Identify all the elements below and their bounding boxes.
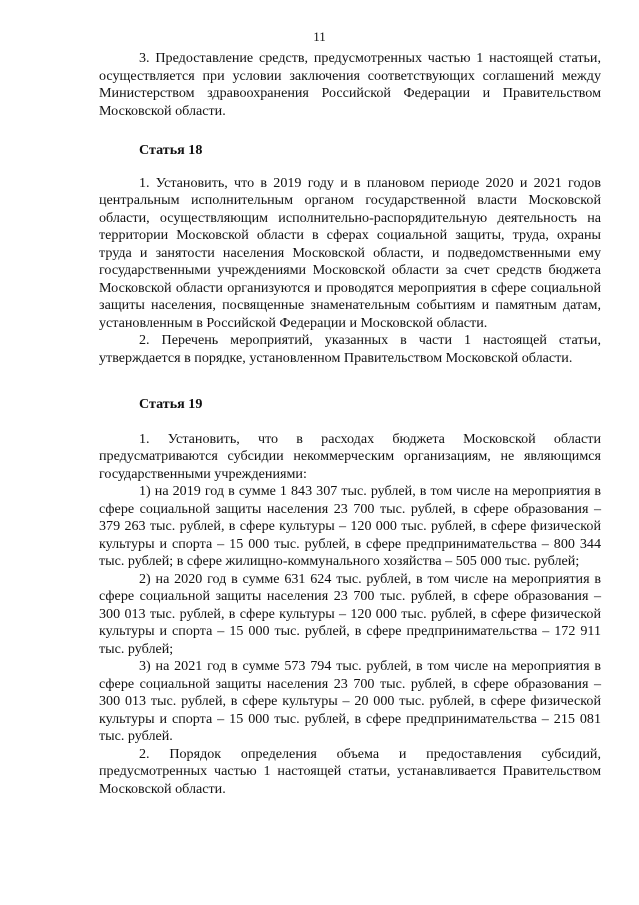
article19-item3-paragraph: 3) на 2021 год в сумме 573 794 тыс. рублей, в том числе на мероприятия в сфере социальной защиты населения 23 700 тыс. рублей, в сфере образования – 300 013 тыс. рублей, в сфере культуры – 20 000 тыс. рублей, в сфере физической культуры и спорта – 15 000 тыс. рублей, в сфере предпринимательства – 215 081 тыс. рублей. <box>99 658 601 744</box>
document-body <box>99 50 601 798</box>
article19-part2-paragraph: 2. Порядок определения объема и предоставления субсидий, предусмотренных частью 1 настоящей статьи, устанавливается Правительством Московской области. <box>99 745 601 797</box>
article19-part1-paragraph: 1. Установить, что в расходах бюджета Московской области предусматриваются субсидии некоммерческим организациям, не являющимся государственными учреждениями: <box>99 430 601 482</box>
article18-part2-paragraph: 2. Перечень мероприятий, указанных в части 1 настоящей статьи, утверждается в порядке, установленном Правительством Московской области. <box>99 332 601 366</box>
article19-item2-paragraph: 2) на 2020 год в сумме 631 624 тыс. рублей, в том числе на мероприятия в сфере социальной защиты населения 23 700 тыс. рублей, в сфере образования – 300 013 тыс. рублей, в сфере культуры – 120 000 тыс. рублей, в сфере физической культуры и спорта – 15 000 тыс. рублей, в сфере предпринимательства – 172 911 тыс. рублей; <box>99 570 601 657</box>
article17-part3-paragraph: 3. Предоставление средств, предусмотренных частью 1 настоящей статьи, осуществляется при условии заключения соответствующих соглашений между Министерством здравоохранения Российской Федерации и Правительством Московской области. <box>99 50 601 119</box>
article19-item1-paragraph: 1) на 2019 год в сумме 1 843 307 тыс. рублей, в том числе на мероприятия в сфере социальной защиты населения 23 700 тыс. рублей, в сфере образования – 379 263 тыс. рублей, в сфере культуры – 120 000 тыс. рублей, в сфере физической культуры и спорта – 15 000 тыс. рублей, в сфере предпринимательства – 800 344 тыс. рублей; в сфере жилищно-коммунального хозяйства – 505 000 тыс. рублей; <box>99 483 601 569</box>
article18-heading: Статья 18 <box>139 142 203 158</box>
article19-heading: Статья 19 <box>139 396 203 412</box>
page-number: 11 <box>313 29 326 44</box>
article18-part1-paragraph: 1. Установить, что в 2019 году и в плановом периоде 2020 и 2021 годов центральным исполнительным органом государственной власти Московской области, осуществляющим исполнительно-распорядительную деятельность на территории Московской области в сферах социальной защиты, труда, охраны труда и занятости населения Московской области, и подведомственными ему государственными учреждениями Московской области за счет средств бюджета Московской области организуются и проводятся мероприятия в сфере социальной защиты населения, посвященные знаменательным событиям и памятным датам, установленным в Российской Федерации и Московской области. <box>99 174 601 331</box>
